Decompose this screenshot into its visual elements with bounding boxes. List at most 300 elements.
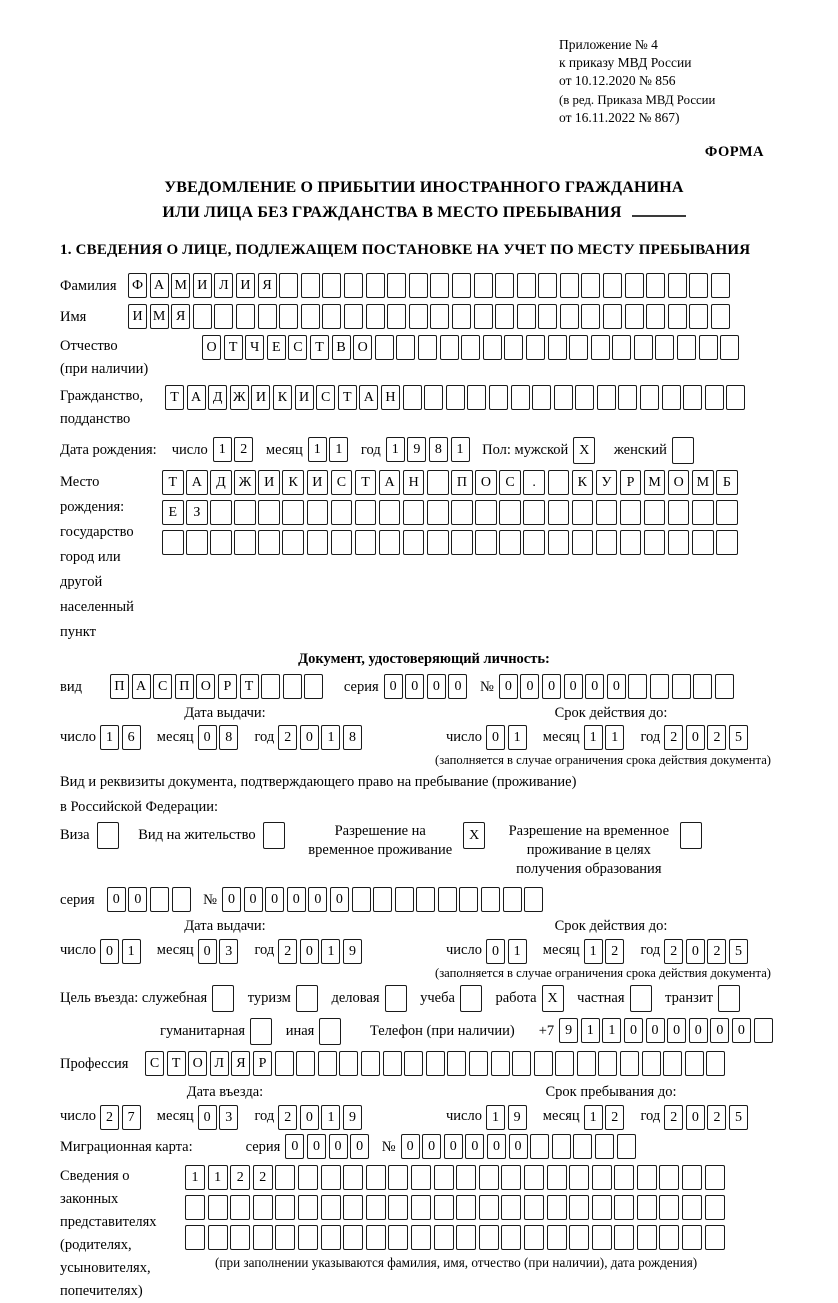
char-box[interactable] [685, 1051, 704, 1076]
char-box[interactable]: 1 [602, 1018, 621, 1043]
char-box[interactable]: М [692, 470, 714, 495]
char-box[interactable] [298, 1225, 318, 1250]
char-box[interactable] [322, 273, 341, 298]
purpose-humanitarian-cell[interactable] [250, 1018, 272, 1045]
char-box[interactable] [261, 674, 280, 699]
char-box[interactable]: П [110, 674, 129, 699]
char-box[interactable] [469, 1051, 488, 1076]
purpose-study-cell[interactable] [460, 985, 482, 1012]
char-box[interactable] [366, 1195, 386, 1220]
char-box[interactable]: 0 [624, 1018, 643, 1043]
char-box[interactable]: 5 [729, 725, 748, 750]
char-box[interactable] [307, 500, 329, 525]
char-box[interactable]: 0 [607, 674, 626, 699]
char-box[interactable] [366, 1165, 386, 1190]
char-box[interactable] [625, 273, 644, 298]
char-box[interactable]: 0 [308, 887, 327, 912]
purpose-tourism-cell[interactable] [296, 985, 318, 1012]
char-box[interactable]: А [187, 385, 206, 410]
char-box[interactable]: 0 [384, 674, 403, 699]
char-box[interactable]: 3 [219, 1105, 238, 1130]
char-box[interactable] [355, 500, 377, 525]
char-box[interactable] [434, 1165, 454, 1190]
char-box[interactable] [555, 1051, 574, 1076]
char-box[interactable] [659, 1225, 679, 1250]
char-box[interactable]: 1 [308, 437, 327, 462]
char-box[interactable]: 9 [343, 939, 362, 964]
char-box[interactable] [523, 530, 545, 555]
char-box[interactable] [186, 530, 208, 555]
char-box[interactable] [404, 1051, 423, 1076]
char-box[interactable]: 5 [729, 1105, 748, 1130]
char-box[interactable] [501, 1165, 521, 1190]
char-box[interactable] [298, 1195, 318, 1220]
char-box[interactable]: 0 [198, 939, 217, 964]
char-box[interactable]: 2 [707, 725, 726, 750]
char-box[interactable] [534, 1051, 553, 1076]
char-box[interactable] [569, 1165, 589, 1190]
char-box[interactable]: 0 [465, 1134, 484, 1159]
char-box[interactable] [547, 1195, 567, 1220]
char-box[interactable]: 0 [287, 887, 306, 912]
char-box[interactable] [569, 335, 588, 360]
char-box[interactable]: 0 [198, 725, 217, 750]
char-box[interactable] [560, 273, 579, 298]
char-box[interactable] [230, 1195, 250, 1220]
char-box[interactable] [637, 1195, 657, 1220]
char-box[interactable] [483, 335, 502, 360]
char-box[interactable] [479, 1165, 499, 1190]
char-box[interactable] [720, 335, 739, 360]
char-box[interactable]: 2 [278, 725, 297, 750]
char-box[interactable] [569, 1225, 589, 1250]
char-box[interactable] [495, 304, 514, 329]
char-box[interactable] [668, 500, 690, 525]
purpose-business-cell[interactable] [385, 985, 407, 1012]
char-box[interactable] [283, 674, 302, 699]
char-box[interactable] [411, 1195, 431, 1220]
char-box[interactable] [620, 1051, 639, 1076]
char-box[interactable] [642, 1051, 661, 1076]
char-box[interactable] [596, 500, 618, 525]
char-box[interactable] [512, 1051, 531, 1076]
char-box[interactable]: 0 [300, 939, 319, 964]
char-box[interactable] [373, 887, 392, 912]
char-box[interactable]: 1 [100, 725, 119, 750]
char-box[interactable]: К [282, 470, 304, 495]
char-box[interactable]: 5 [729, 939, 748, 964]
char-box[interactable]: 7 [122, 1105, 141, 1130]
char-box[interactable] [591, 335, 610, 360]
char-box[interactable]: Н [403, 470, 425, 495]
char-box[interactable] [282, 530, 304, 555]
char-box[interactable] [409, 273, 428, 298]
char-box[interactable]: 9 [343, 1105, 362, 1130]
char-box[interactable] [424, 385, 443, 410]
char-box[interactable]: И [295, 385, 314, 410]
char-box[interactable] [504, 335, 523, 360]
char-box[interactable]: Т [338, 385, 357, 410]
char-box[interactable]: 2 [664, 1105, 683, 1130]
char-box[interactable]: А [359, 385, 378, 410]
char-box[interactable] [524, 1225, 544, 1250]
char-box[interactable] [416, 887, 435, 912]
char-box[interactable] [532, 385, 551, 410]
char-box[interactable] [598, 1051, 617, 1076]
char-box[interactable] [474, 273, 493, 298]
char-box[interactable] [689, 304, 708, 329]
char-box[interactable]: 1 [213, 437, 232, 462]
char-box[interactable]: Е [267, 335, 286, 360]
char-box[interactable] [172, 887, 191, 912]
char-box[interactable]: Д [210, 470, 232, 495]
char-box[interactable]: 0 [499, 674, 518, 699]
char-box[interactable] [275, 1225, 295, 1250]
char-box[interactable] [682, 1225, 702, 1250]
char-box[interactable]: 0 [710, 1018, 729, 1043]
char-box[interactable]: 1 [508, 725, 527, 750]
purpose-private-cell[interactable] [630, 985, 652, 1012]
char-box[interactable]: 0 [285, 1134, 304, 1159]
char-box[interactable] [693, 674, 712, 699]
char-box[interactable] [481, 887, 500, 912]
char-box[interactable]: П [175, 674, 194, 699]
char-box[interactable] [554, 385, 573, 410]
char-box[interactable]: 0 [300, 725, 319, 750]
char-box[interactable] [620, 530, 642, 555]
char-box[interactable]: 1 [185, 1165, 205, 1190]
char-box[interactable] [427, 530, 449, 555]
char-box[interactable] [659, 1165, 679, 1190]
char-box[interactable] [597, 385, 616, 410]
char-box[interactable] [162, 530, 184, 555]
char-box[interactable] [644, 530, 666, 555]
char-box[interactable]: 2 [605, 939, 624, 964]
sex-male-checkbox-cell[interactable]: X [573, 437, 595, 464]
char-box[interactable]: Т [240, 674, 259, 699]
char-box[interactable] [234, 530, 256, 555]
char-box[interactable]: О [353, 335, 372, 360]
char-box[interactable]: В [332, 335, 351, 360]
char-box[interactable] [475, 530, 497, 555]
char-box[interactable] [644, 500, 666, 525]
char-box[interactable]: Т [167, 1051, 186, 1076]
char-box[interactable] [279, 273, 298, 298]
char-box[interactable]: 2 [707, 1105, 726, 1130]
char-box[interactable] [298, 1165, 318, 1190]
char-box[interactable] [501, 1225, 521, 1250]
char-box[interactable]: 0 [330, 887, 349, 912]
char-box[interactable]: 0 [542, 674, 561, 699]
char-box[interactable] [569, 1195, 589, 1220]
char-box[interactable]: С [145, 1051, 164, 1076]
char-box[interactable] [456, 1225, 476, 1250]
char-box[interactable] [706, 1051, 725, 1076]
char-box[interactable] [210, 530, 232, 555]
char-box[interactable] [614, 1195, 634, 1220]
char-box[interactable] [572, 500, 594, 525]
char-box[interactable] [634, 335, 653, 360]
char-box[interactable] [499, 500, 521, 525]
char-box[interactable]: Я [258, 273, 277, 298]
visa-checkbox-cell[interactable] [97, 822, 119, 849]
char-box[interactable]: 6 [122, 725, 141, 750]
char-box[interactable] [495, 273, 514, 298]
char-box[interactable]: 0 [486, 939, 505, 964]
char-box[interactable]: 2 [253, 1165, 273, 1190]
char-box[interactable]: 1 [321, 725, 340, 750]
char-box[interactable]: 1 [122, 939, 141, 964]
char-box[interactable]: С [499, 470, 521, 495]
char-box[interactable] [692, 500, 714, 525]
char-box[interactable] [403, 385, 422, 410]
char-box[interactable] [258, 304, 277, 329]
char-box[interactable] [646, 273, 665, 298]
char-box[interactable]: 1 [321, 939, 340, 964]
char-box[interactable]: 2 [230, 1165, 250, 1190]
char-box[interactable] [548, 470, 570, 495]
char-box[interactable] [331, 530, 353, 555]
char-box[interactable]: О [475, 470, 497, 495]
char-box[interactable] [705, 1195, 725, 1220]
char-box[interactable]: О [188, 1051, 207, 1076]
char-box[interactable]: 0 [350, 1134, 369, 1159]
purpose-other-cell[interactable] [319, 1018, 341, 1045]
char-box[interactable] [426, 1051, 445, 1076]
char-box[interactable] [711, 273, 730, 298]
char-box[interactable] [637, 1165, 657, 1190]
char-box[interactable] [705, 1165, 725, 1190]
char-box[interactable] [438, 887, 457, 912]
char-box[interactable]: 0 [585, 674, 604, 699]
char-box[interactable] [451, 530, 473, 555]
char-box[interactable]: Р [253, 1051, 272, 1076]
char-box[interactable]: 0 [448, 674, 467, 699]
char-box[interactable]: Р [620, 470, 642, 495]
char-box[interactable] [452, 273, 471, 298]
char-box[interactable]: 0 [128, 887, 147, 912]
char-box[interactable] [150, 887, 169, 912]
char-box[interactable]: И [193, 273, 212, 298]
char-box[interactable] [210, 500, 232, 525]
char-box[interactable] [491, 1051, 510, 1076]
char-box[interactable]: 8 [429, 437, 448, 462]
char-box[interactable] [577, 1051, 596, 1076]
char-box[interactable] [524, 887, 543, 912]
char-box[interactable] [296, 1051, 315, 1076]
char-box[interactable] [387, 304, 406, 329]
char-box[interactable] [526, 335, 545, 360]
char-box[interactable] [403, 500, 425, 525]
char-box[interactable]: 0 [222, 887, 241, 912]
char-box[interactable] [304, 674, 323, 699]
char-box[interactable] [258, 530, 280, 555]
char-box[interactable]: Я [231, 1051, 250, 1076]
char-box[interactable]: 1 [329, 437, 348, 462]
char-box[interactable]: 0 [198, 1105, 217, 1130]
char-box[interactable]: Л [214, 273, 233, 298]
char-box[interactable]: 0 [444, 1134, 463, 1159]
char-box[interactable]: С [316, 385, 335, 410]
char-box[interactable]: 0 [422, 1134, 441, 1159]
char-box[interactable]: З [186, 500, 208, 525]
char-box[interactable] [366, 273, 385, 298]
char-box[interactable] [612, 335, 631, 360]
char-box[interactable] [434, 1225, 454, 1250]
char-box[interactable]: 1 [208, 1165, 228, 1190]
char-box[interactable] [185, 1225, 205, 1250]
char-box[interactable]: К [572, 470, 594, 495]
char-box[interactable] [236, 304, 255, 329]
char-box[interactable] [682, 1165, 702, 1190]
sex-female-checkbox-cell[interactable] [672, 437, 694, 464]
char-box[interactable]: 0 [646, 1018, 665, 1043]
char-box[interactable]: С [331, 470, 353, 495]
char-box[interactable] [614, 1225, 634, 1250]
char-box[interactable]: Ф [128, 273, 147, 298]
char-box[interactable] [379, 530, 401, 555]
char-box[interactable] [214, 304, 233, 329]
char-box[interactable] [430, 273, 449, 298]
char-box[interactable]: А [132, 674, 151, 699]
char-box[interactable] [427, 470, 449, 495]
char-box[interactable]: 0 [265, 887, 284, 912]
char-box[interactable]: 2 [278, 939, 297, 964]
char-box[interactable]: 2 [664, 939, 683, 964]
char-box[interactable] [427, 500, 449, 525]
char-box[interactable]: О [196, 674, 215, 699]
char-box[interactable] [430, 304, 449, 329]
char-box[interactable] [388, 1225, 408, 1250]
char-box[interactable] [596, 530, 618, 555]
char-box[interactable] [668, 304, 687, 329]
char-box[interactable]: 0 [107, 887, 126, 912]
char-box[interactable] [275, 1195, 295, 1220]
char-box[interactable] [501, 1195, 521, 1220]
char-box[interactable] [581, 273, 600, 298]
char-box[interactable]: . [523, 470, 545, 495]
char-box[interactable]: 1 [386, 437, 405, 462]
char-box[interactable] [344, 304, 363, 329]
char-box[interactable]: 9 [508, 1105, 527, 1130]
char-box[interactable]: Т [310, 335, 329, 360]
char-box[interactable] [275, 1165, 295, 1190]
char-box[interactable]: 9 [559, 1018, 578, 1043]
char-box[interactable] [538, 273, 557, 298]
char-box[interactable] [375, 335, 394, 360]
char-box[interactable] [682, 1195, 702, 1220]
char-box[interactable]: Н [381, 385, 400, 410]
char-box[interactable]: 2 [234, 437, 253, 462]
char-box[interactable] [524, 1195, 544, 1220]
char-box[interactable] [547, 1225, 567, 1250]
char-box[interactable] [617, 1134, 636, 1159]
char-box[interactable] [650, 674, 669, 699]
char-box[interactable]: 0 [686, 939, 705, 964]
char-box[interactable] [343, 1165, 363, 1190]
char-box[interactable]: 0 [667, 1018, 686, 1043]
char-box[interactable]: Ч [245, 335, 264, 360]
char-box[interactable] [716, 530, 738, 555]
char-box[interactable]: С [288, 335, 307, 360]
char-box[interactable] [301, 273, 320, 298]
char-box[interactable] [625, 304, 644, 329]
char-box[interactable] [499, 530, 521, 555]
char-box[interactable] [451, 500, 473, 525]
temp-residence-checkbox-cell[interactable]: X [463, 822, 485, 849]
char-box[interactable] [538, 304, 557, 329]
char-box[interactable] [383, 1051, 402, 1076]
char-box[interactable] [655, 335, 674, 360]
char-box[interactable] [339, 1051, 358, 1076]
char-box[interactable] [716, 500, 738, 525]
char-box[interactable]: О [668, 470, 690, 495]
char-box[interactable] [411, 1165, 431, 1190]
char-box[interactable]: К [273, 385, 292, 410]
char-box[interactable] [592, 1165, 612, 1190]
char-box[interactable]: Е [162, 500, 184, 525]
char-box[interactable] [234, 500, 256, 525]
char-box[interactable] [592, 1195, 612, 1220]
char-box[interactable]: Т [165, 385, 184, 410]
char-box[interactable]: 0 [732, 1018, 751, 1043]
char-box[interactable] [715, 674, 734, 699]
char-box[interactable]: 1 [581, 1018, 600, 1043]
char-box[interactable]: 0 [686, 1105, 705, 1130]
char-box[interactable]: П [451, 470, 473, 495]
char-box[interactable]: Т [162, 470, 184, 495]
char-box[interactable] [659, 1195, 679, 1220]
char-box[interactable] [440, 335, 459, 360]
char-box[interactable] [581, 304, 600, 329]
char-box[interactable] [282, 500, 304, 525]
char-box[interactable]: 0 [244, 887, 263, 912]
char-box[interactable]: С [153, 674, 172, 699]
char-box[interactable]: 0 [686, 725, 705, 750]
purpose-transit-cell[interactable] [718, 985, 740, 1012]
char-box[interactable]: 1 [321, 1105, 340, 1130]
char-box[interactable] [663, 1051, 682, 1076]
char-box[interactable] [489, 385, 508, 410]
char-box[interactable] [548, 530, 570, 555]
char-box[interactable]: 1 [486, 1105, 505, 1130]
char-box[interactable] [637, 1225, 657, 1250]
char-box[interactable] [258, 500, 280, 525]
char-box[interactable] [668, 530, 690, 555]
char-box[interactable] [467, 385, 486, 410]
char-box[interactable]: И [258, 470, 280, 495]
char-box[interactable] [253, 1195, 273, 1220]
char-box[interactable] [523, 500, 545, 525]
char-box[interactable] [479, 1225, 499, 1250]
char-box[interactable]: Ж [230, 385, 249, 410]
char-box[interactable] [279, 304, 298, 329]
char-box[interactable] [548, 500, 570, 525]
char-box[interactable] [511, 385, 530, 410]
char-box[interactable] [447, 1051, 466, 1076]
char-box[interactable] [343, 1195, 363, 1220]
char-box[interactable] [352, 887, 371, 912]
char-box[interactable] [575, 385, 594, 410]
char-box[interactable] [668, 273, 687, 298]
char-box[interactable] [548, 335, 567, 360]
char-box[interactable] [343, 1225, 363, 1250]
purpose-official-cell[interactable] [212, 985, 234, 1012]
char-box[interactable] [459, 887, 478, 912]
char-box[interactable] [208, 1225, 228, 1250]
char-box[interactable]: Т [224, 335, 243, 360]
char-box[interactable] [418, 335, 437, 360]
